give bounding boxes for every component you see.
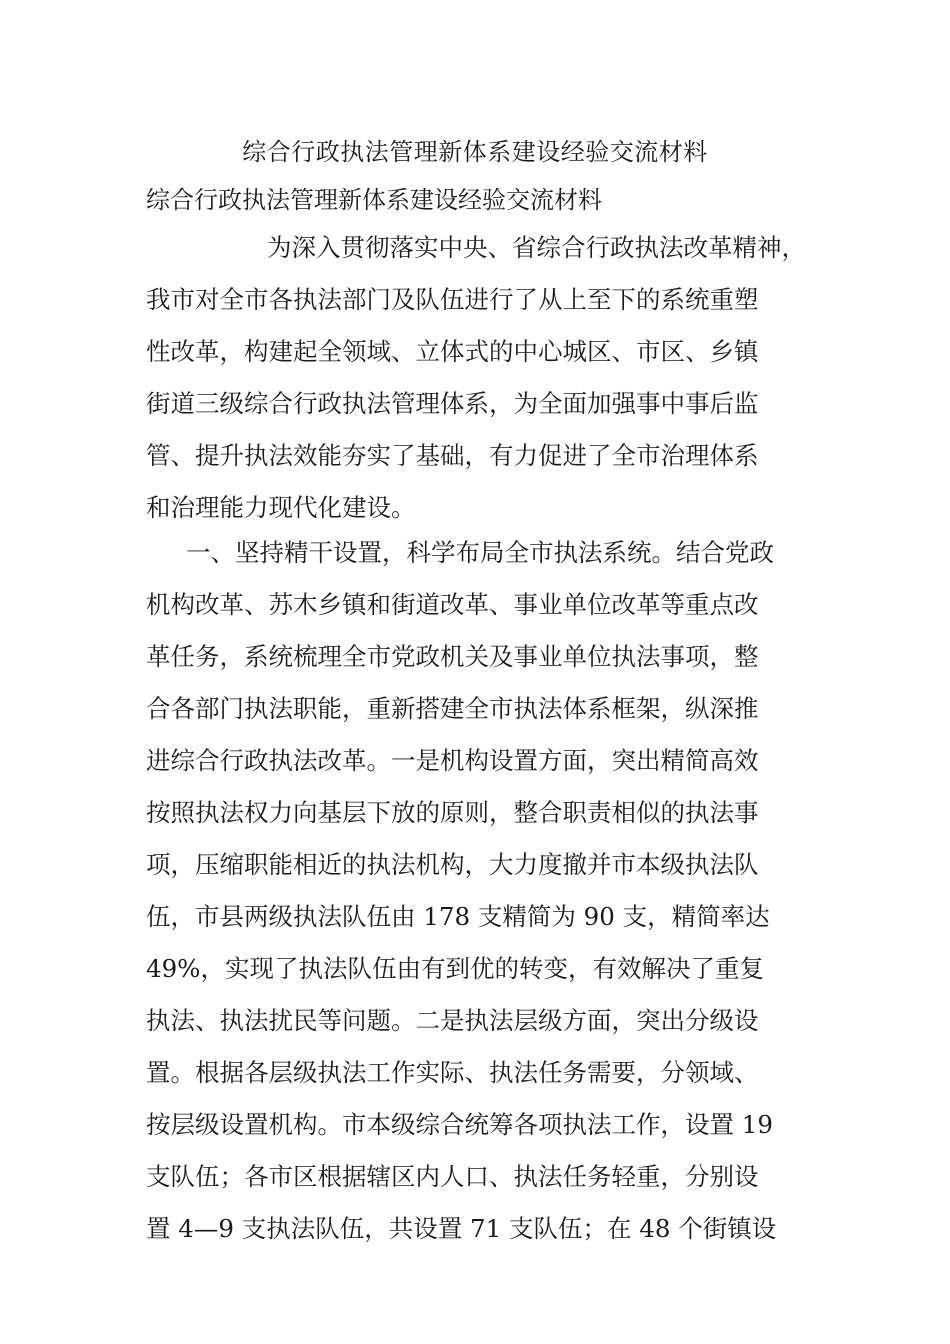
paragraph-line: 合各部门执法职能，重新搭建全市执法体系框架，纵深推 xyxy=(146,694,759,723)
paragraph-line: 进综合行政执法改革。一是机构设置方面，突出精简高效 xyxy=(146,746,759,775)
document-title: 综合行政执法管理新体系建设经验交流材料 xyxy=(242,138,708,166)
paragraph-line: 和治理能力现代化建设。 xyxy=(146,493,416,522)
paragraph-line: 管、提升执法效能夯实了基础，有力促进了全市治理体系 xyxy=(146,441,759,470)
paragraph-line: 支队伍；各市区根据辖区内人口、执法任务轻重，分别设 xyxy=(146,1162,759,1191)
paragraph-line: 为深入贯彻落实中央、省综合行政执法改革精神， xyxy=(267,233,806,262)
paragraph-section-one xyxy=(146,527,816,1255)
paragraph-line: 伍，市县两级执法队伍由 178 支精简为 90 支，精简率达 xyxy=(146,902,770,931)
paragraph-line: 我市对全市各执法部门及队伍进行了从上至下的系统重塑 xyxy=(146,285,759,314)
paragraph-line: 置。根据各层级执法工作实际、执法任务需要，分领域、 xyxy=(146,1058,759,1087)
paragraph-intro xyxy=(146,222,816,534)
paragraph-line: 性改革，构建起全领域、立体式的中心城区、市区、乡镇 xyxy=(146,337,759,366)
paragraph-line: 机构改革、苏木乡镇和街道改革、事业单位改革等重点改 xyxy=(146,590,759,619)
paragraph-line: 街道三级综合行政执法管理体系，为全面加强事中事后监 xyxy=(146,389,759,418)
paragraph-line: 按层级设置机构。市本级综合统筹各项执法工作，设置 19 xyxy=(146,1110,773,1139)
paragraph-line: 执法、执法扰民等问题。二是执法层级方面，突出分级设 xyxy=(146,1006,759,1035)
paragraph-line: 按照执法权力向基层下放的原则，整合职责相似的执法事 xyxy=(146,798,759,827)
paragraph-line: 置 4—9 支执法队伍，共设置 71 支队伍；在 48 个街镇设 xyxy=(146,1214,777,1243)
document-subtitle: 综合行政执法管理新体系建设经验交流材料 xyxy=(146,186,602,214)
paragraph-line: 一、坚持精干设置，科学布局全市执法系统。结合党政 xyxy=(186,538,774,567)
paragraph-line: 革任务，系统梳理全市党政机关及事业单位执法事项，整 xyxy=(146,642,759,671)
paragraph-line: 49%，实现了执法队伍由有到优的转变，有效解决了重复 xyxy=(146,954,764,983)
paragraph-line: 项，压缩职能相近的执法机构，大力度撤并市本级执法队 xyxy=(146,850,759,879)
